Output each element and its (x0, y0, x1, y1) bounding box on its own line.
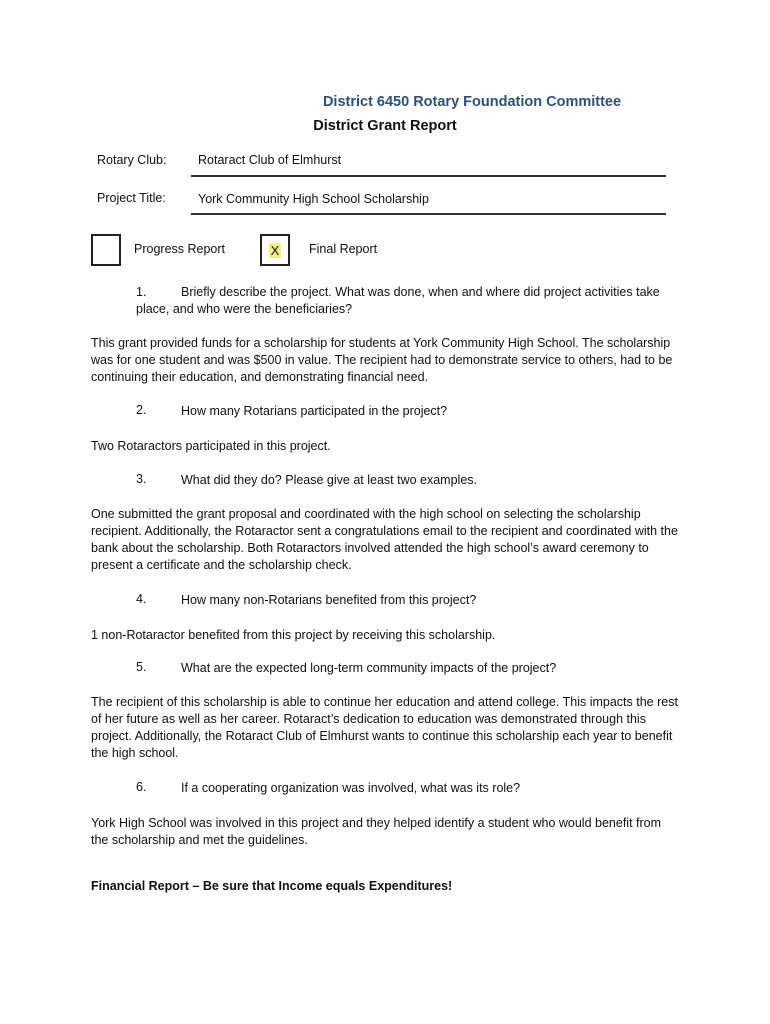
final-report-label: Final Report (309, 242, 378, 256)
progress-report-checkbox[interactable] (91, 234, 121, 266)
rotary-club-value[interactable]: Rotaract Club of Elmhurst (198, 153, 342, 167)
question-1-number: 1. (136, 285, 147, 299)
final-report-checkbox[interactable] (260, 234, 290, 266)
project-title-value[interactable]: York Community High School Scholarship (198, 192, 429, 206)
question-1 (136, 284, 681, 318)
answer-5: The recipient of this scholarship is able to continue her education and attend college. This impacts the rest of her future as well as her career. Rotaract’s dedication to education was demonstrated through this project. Additionally, the Rotaract Club of Elmhurst wants to continue this scholarship each year to benefit the high school. (91, 695, 678, 760)
question-3-number: 3. (136, 472, 147, 486)
final-report-mark: X (270, 242, 280, 258)
question-4-number: 4. (136, 592, 147, 606)
project-title-underline (191, 213, 666, 215)
question-5-text: What are the expected long-term community impacts of the project? (181, 661, 557, 675)
progress-report-label: Progress Report (134, 242, 226, 256)
answer-6: York High School was involved in this project and they helped identify a student who would benefit from the scholarship and met the guidelines. (91, 816, 662, 847)
question-2-number: 2. (136, 403, 147, 417)
question-6-number: 6. (136, 780, 147, 794)
answer-1: This grant provided funds for a scholarship for students at York Community High School. The scholarship was for one student and was $500 in value. The recipient had to demonstrate service to others, had to be continuing their education, and demonstrating financial need. (91, 336, 673, 384)
rotary-club-underline (191, 175, 666, 177)
report-title: District Grant Report (313, 118, 457, 134)
financial-report-heading: Financial Report – Be sure that Income equals Expenditures! (91, 879, 453, 893)
question-1-text: Briefly describe the project. What was done, when and where did project activities take place, and who were the beneficiaries? (136, 285, 660, 316)
question-2-text: How many Rotarians participated in the project? (181, 404, 448, 418)
org-title: District 6450 Rotary Foundation Committee (322, 94, 622, 110)
question-4-text: How many non-Rotarians benefited from this project? (181, 593, 477, 607)
answer-4: 1 non-Rotaractor benefited from this project by receiving this scholarship. (91, 628, 496, 642)
question-5-number: 5. (136, 660, 147, 674)
project-title-label: Project Title: (97, 191, 166, 205)
answer-3: One submitted the grant proposal and coordinated with the high school on selecting the scholarship recipient. Additionally, the Rotaractor sent a congratulations email to the recipient and coordinated with the bank about the scholarship. Both Rotaractors involved attended the high school’s award ceremony to present a certificate and the scholarship check. (91, 507, 678, 572)
answer-2: Two Rotaractors participated in this project. (91, 439, 331, 453)
rotary-club-label: Rotary Club: (97, 153, 167, 167)
question-6-text: If a cooperating organization was involved, what was its role? (181, 781, 521, 795)
question-3-text: What did they do? Please give at least two examples. (181, 473, 477, 487)
